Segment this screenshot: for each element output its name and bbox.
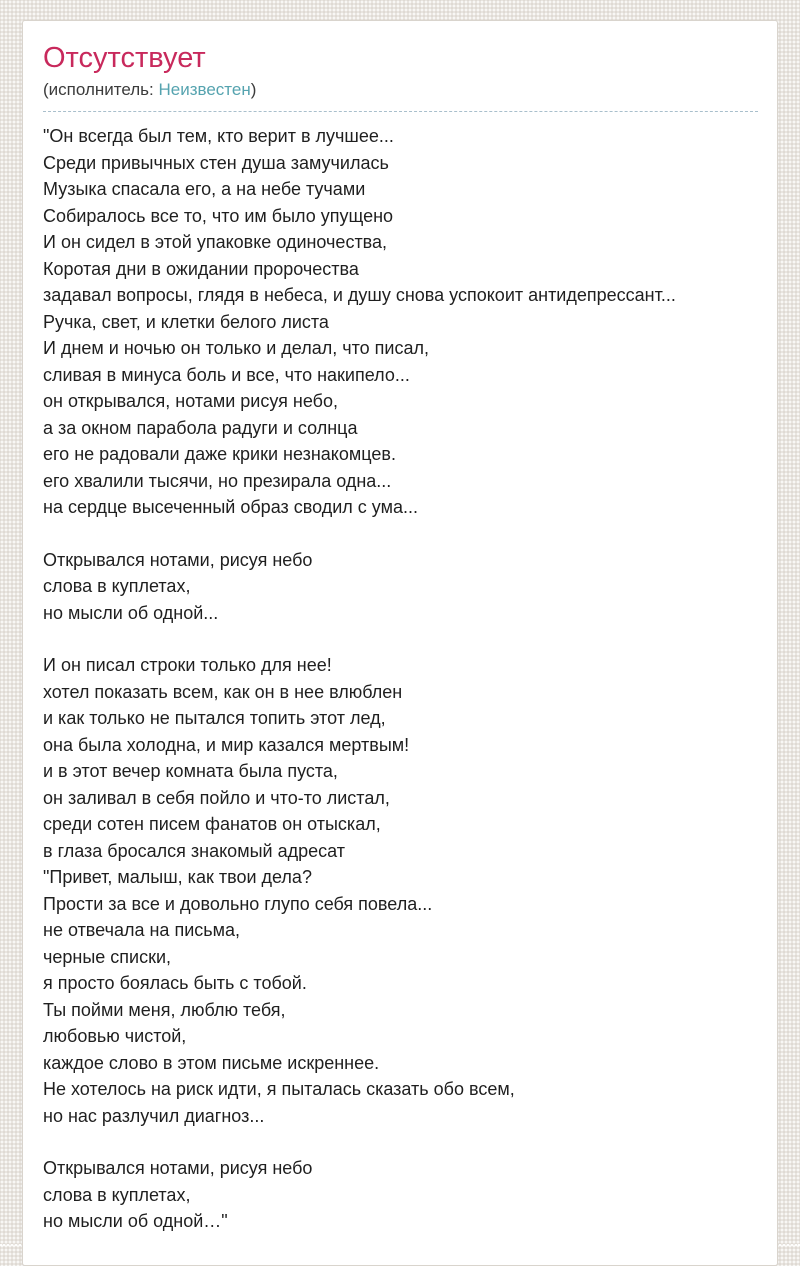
lyric-line: слова в куплетах, (43, 1184, 191, 1205)
stanza (43, 123, 758, 521)
lyric-line: он заливал в себя пойло и что-то листал, (43, 787, 390, 808)
stanza (43, 652, 758, 1129)
lyric-line: в глаза бросался знакомый адресат (43, 840, 345, 861)
lyric-line: и как только не пытался топить этот лед, (43, 708, 386, 729)
lyric-line: и в этот вечер комната была пуста, (43, 761, 338, 782)
lyric-line: хотел показать всем, как он в нее влюблен (43, 681, 403, 702)
lyric-line: Открывался нотами, рисуя небо (43, 1158, 313, 1179)
lyric-line: Среди привычных стен душа замучилась (43, 152, 389, 173)
artist-label-suffix: ) (250, 79, 257, 99)
lyric-line: его хвалили тысячи, но презирала одна... (43, 470, 392, 491)
lyric-line: Ручка, свет, и клетки белого листа (43, 311, 329, 332)
lyric-line: но мысли об одной... (43, 602, 219, 623)
lyric-line: "Он всегда был тем, кто верит в лучшее... (43, 126, 394, 147)
lyric-line: И днем и ночью он только и делал, что писал, (43, 338, 429, 359)
lyric-line: "Привет, малыш, как твои дела? (43, 867, 312, 888)
lyric-line: Открывался нотами, рисуя небо (43, 549, 313, 570)
lyric-line: среди сотен писем фанатов он отыскал, (43, 814, 381, 835)
lyric-line: Прости за все и довольно глупо себя повела... (43, 893, 433, 914)
stanza (43, 1155, 758, 1235)
lyric-line: любовью чистой, (43, 1026, 187, 1047)
artist-link[interactable]: Неизвестен (158, 79, 251, 99)
artist-label-prefix: (исполнитель: (43, 79, 159, 99)
lyric-line: И он писал строки только для нее! (43, 655, 332, 676)
lyric-line: Музыка спасала его, а на небе тучами (43, 179, 366, 200)
lyric-line: я просто боялась быть с тобой. (43, 973, 307, 994)
stanza (43, 547, 758, 627)
lyrics (43, 121, 758, 1235)
lyric-line: она была холодна, и мир казался мертвым! (43, 734, 410, 755)
song-header (43, 43, 758, 112)
page-title: Отсутствует (43, 42, 206, 74)
artist-line (43, 80, 758, 100)
lyric-line: но мысли об одной…" (43, 1211, 228, 1232)
lyric-line: Коротая дни в ожидании пророчества (43, 258, 359, 279)
lyric-line: Собиралось все то, что им было упущено (43, 205, 394, 226)
lyric-line: И он сидел в этой упаковке одиночества, (43, 232, 388, 253)
lyric-line: он открывался, нотами рисуя небо, (43, 391, 338, 412)
lyric-line: слова в куплетах, (43, 576, 191, 597)
lyric-line: Не хотелось на риск идти, я пыталась сказать обо всем, (43, 1079, 515, 1100)
lyric-line: задавал вопросы, глядя в небеса, и душу снова успокоит антидепрессант... (43, 285, 676, 306)
lyric-line: сливая в минуса боль и все, что накипело... (43, 364, 410, 385)
lyrics-card (22, 20, 778, 1266)
lyric-line: а за окном парабола радуги и солнца (43, 417, 358, 438)
lyric-line: черные списки, (43, 946, 172, 967)
lyric-line: не отвечала на письма, (43, 920, 241, 941)
lyric-line: его не радовали даже крики незнакомцев. (43, 444, 396, 465)
lyric-line: но нас разлучил диагноз... (43, 1105, 265, 1126)
lyric-line: на сердце высеченный образ сводил с ума... (43, 497, 418, 518)
lyric-line: каждое слово в этом письме искреннее. (43, 1052, 380, 1073)
lyric-line: Ты пойми меня, люблю тебя, (43, 999, 286, 1020)
